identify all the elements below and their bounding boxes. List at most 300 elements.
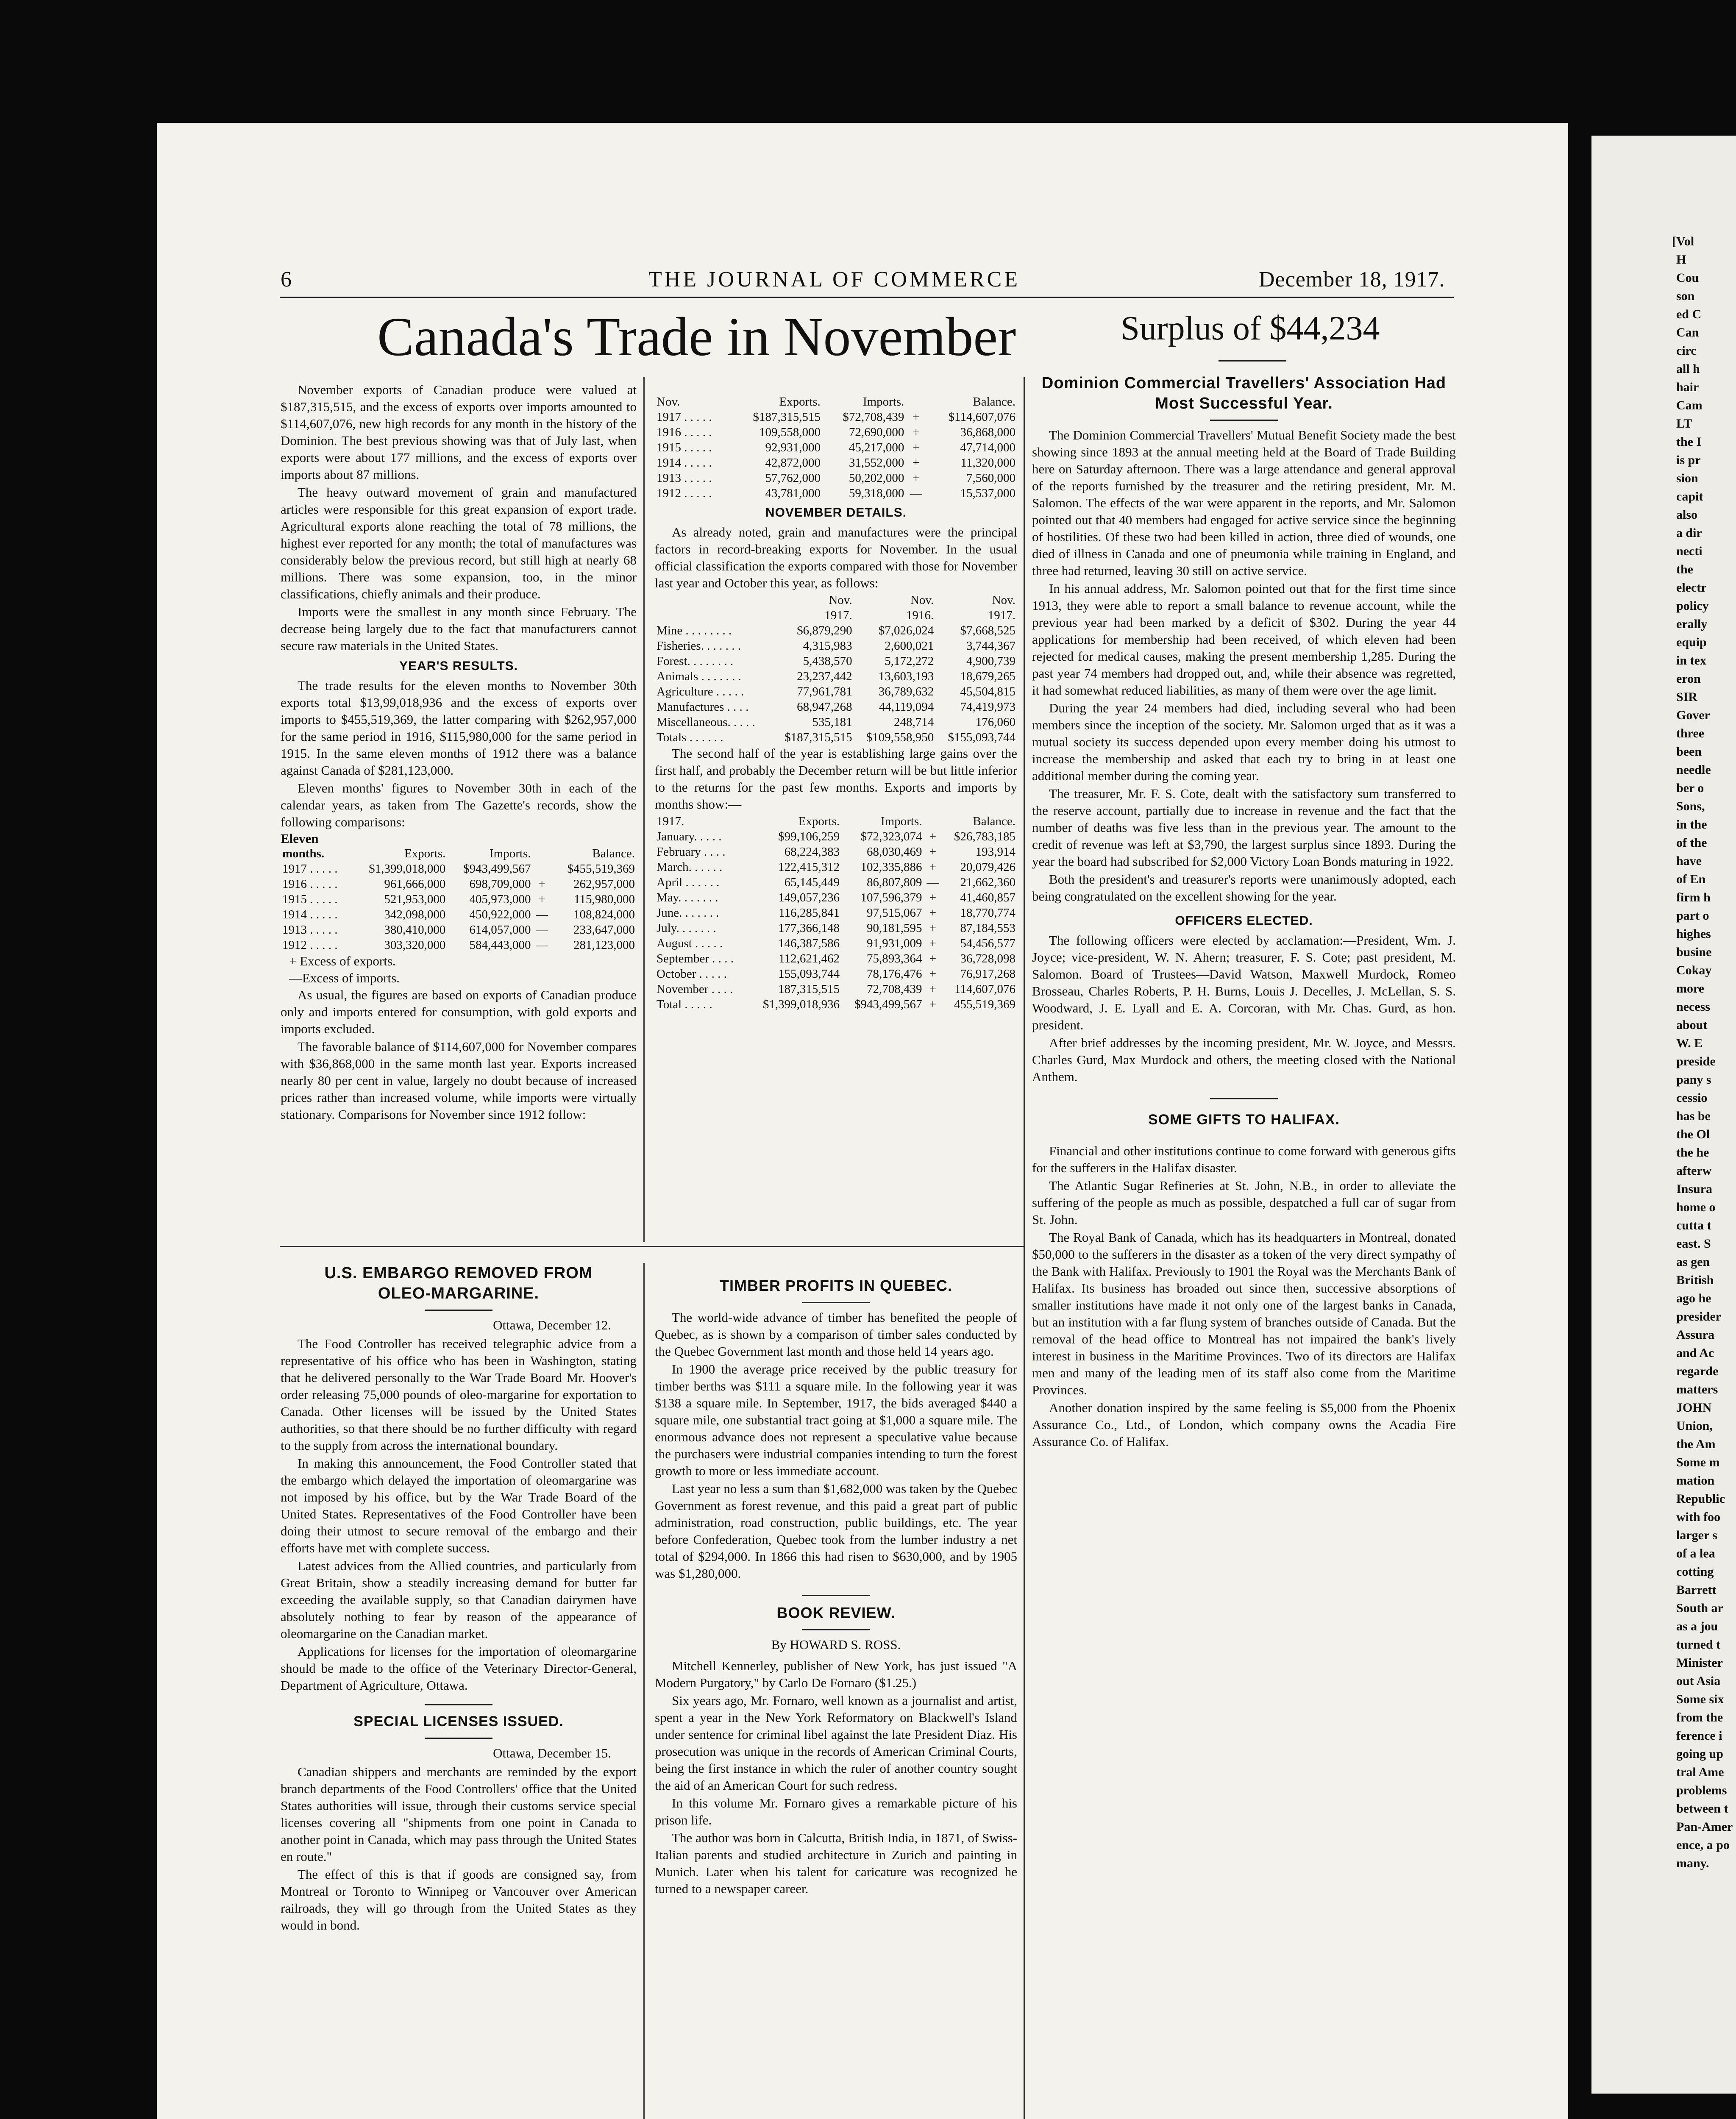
- details-year-2: 1916.: [906, 609, 934, 622]
- adjacent-page-fragment: necess: [1676, 1000, 1710, 1014]
- monthly-row-cell: January. . . . .: [657, 830, 722, 843]
- monthly-row-cell: +: [929, 860, 937, 874]
- adjacent-page-fragment: Can: [1676, 325, 1699, 339]
- monthly-row-cell: 193,914: [975, 845, 1015, 859]
- november-row-cell: 1916 . . . . .: [657, 425, 712, 439]
- adjacent-page-fragment: of the: [1676, 836, 1707, 850]
- details-row: [655, 715, 1017, 730]
- adjacent-page-fragment: part o: [1676, 909, 1709, 923]
- trade-para-2: The heavy outward movement of grain and manufactured articles were responsible for this great expansion of export trade. Agricultural exports alone reaching the total of 78 millions, the highest ever reported for any month; the total of manufactures was considerably below the previous record, but still high at nearly 68 millions. There was some expansion, too, in the minor classifications, chiefly animals and their produce.: [281, 485, 637, 601]
- surplus-para-1: The Dominion Commercial Travellers' Mutual Benefit Society made the best showing since 1893 at the annual meeting held at the Board of Trade Building here on Saturday afternoon. There was a large attendance and general approval of the reports furnished by the treasurer and the retiring president, Mr. M. Salomon. The effects of the war were apparent in the reports, and Mr. Salomon pointed out that 40 members had engaged for active service since the beginning of hostilities. Of these two had been killed in action, three died of wounds, one died of illness in Canada and one of pneumonia while training in England, and three had returned, leaving 30 still on active service.: [1032, 428, 1456, 578]
- adjacent-page-fragment: Sons,: [1676, 799, 1705, 813]
- adjacent-page-fragment: ference i: [1676, 1729, 1722, 1743]
- adjacent-page-fragment: matters: [1676, 1382, 1718, 1396]
- surplus-rule: [1219, 360, 1286, 362]
- eleven-row-cell: —: [536, 938, 548, 952]
- november-table: [655, 394, 1017, 501]
- adjacent-page-fragment: ago he: [1676, 1291, 1711, 1305]
- officers-para-1: The following officers were elected by acclamation:—President, Wm. J. Joyce; vice-president, W. N. Ahern; treasurer, F. S. Cote; past president, M. Salomon. Board of Trustees—David Watson, Maxwell Murdock, Romeo Brosseau, Charles Roberts, P. H. Burns, Louis J. Decelles, J. McLellan, S. S. Woodward, J. E. Lyall and E. A. Corcoran, with Mr. Chas. Gurd, as hon. president.: [1032, 933, 1456, 1032]
- details-col-2: Nov.: [910, 593, 934, 607]
- details-row-cell: 45,504,815: [960, 685, 1015, 698]
- monthly-row: [655, 997, 1017, 1012]
- adjacent-page-fragment: regarde: [1676, 1364, 1719, 1378]
- adjacent-page-fragment: and Ac: [1676, 1346, 1714, 1360]
- details-row-cell: 5,172,272: [885, 654, 934, 668]
- monthly-row-cell: 41,460,857: [960, 891, 1015, 904]
- monthly-row-cell: 91,931,009: [866, 937, 922, 950]
- eleven-row-cell: 405,973,000: [469, 893, 531, 906]
- years-results-heading: YEAR'S RESULTS.: [399, 659, 518, 673]
- eleven-row-cell: 521,953,000: [384, 893, 446, 906]
- monthly-row-cell: 90,181,595: [866, 921, 922, 935]
- monthly-row-cell: 75,893,364: [866, 952, 922, 965]
- adjacent-page-fragment: Union,: [1676, 1419, 1713, 1433]
- november-row-cell: 1917 . . . . .: [657, 410, 712, 424]
- main-headline: Canada's Trade in November: [377, 306, 1016, 367]
- details-row-cell: $6,879,290: [797, 624, 852, 637]
- halifax-para-2: The Atlantic Sugar Refineries at St. John, N.B., in order to alleviate the suffering of the people as much as possible, despatched a full car of sugar from St. John.: [1032, 1178, 1456, 1227]
- eleven-row-cell: 698,709,000: [469, 877, 531, 891]
- eleven-row-cell: 262,957,000: [573, 877, 635, 891]
- monthly-row-cell: 107,596,379: [860, 891, 922, 904]
- licenses-heading: SPECIAL LICENSES ISSUED.: [353, 1713, 564, 1730]
- nov-header-imports: Imports.: [862, 395, 904, 409]
- book-para-4: The author was born in Calcutta, British India, in 1871, of Swiss-Italian parents and studied architecture in Zurich and painting in Munich. Later when his talent for caricature was recognized he turned to a newspaper career.: [655, 1830, 1017, 1896]
- adjacent-page-fragment: of En: [1676, 872, 1706, 886]
- book-para-3: In this volume Mr. Fornaro gives a remarkable picture of his prison life.: [655, 1796, 1017, 1827]
- monthly-table: [655, 814, 1017, 1012]
- eleven-row-cell: 1917 . . . . .: [282, 862, 338, 876]
- eleven-row-cell: 108,824,000: [573, 908, 635, 921]
- note-excess-exports: + Excess of exports.: [289, 954, 396, 968]
- details-row: [655, 623, 1017, 638]
- details-row-cell: 77,961,781: [797, 685, 852, 698]
- monthly-row-cell: $72,323,074: [860, 830, 922, 843]
- november-row-cell: 36,868,000: [960, 425, 1015, 439]
- details-row-cell: Manufactures . . . .: [657, 700, 749, 714]
- adjacent-page-fragment: all h: [1676, 362, 1700, 376]
- adjacent-page-fragment: South ar: [1676, 1601, 1723, 1615]
- eleven-row-cell: 342,098,000: [384, 908, 446, 921]
- note-excess-imports: —Excess of imports.: [289, 971, 400, 985]
- monthly-row-cell: +: [929, 891, 937, 904]
- monthly-row: [655, 829, 1017, 844]
- surplus-column: [1032, 373, 1456, 1451]
- adjacent-page-fragment: have: [1676, 854, 1702, 868]
- eleven-row-cell: —: [536, 923, 548, 937]
- november-row-cell: $187,315,515: [753, 410, 821, 424]
- monthly-row-cell: +: [929, 952, 937, 965]
- november-row-cell: 11,320,000: [960, 456, 1015, 470]
- details-row-cell: $155,093,744: [948, 731, 1015, 744]
- details-row: [655, 653, 1017, 669]
- november-row-cell: 1915 . . . . .: [657, 441, 712, 454]
- adjacent-page-fragment: eron: [1676, 672, 1701, 686]
- adjacent-page-fragment: Cokay: [1676, 963, 1712, 977]
- details-row-cell: $187,315,515: [785, 731, 852, 744]
- adjacent-page-fragment: a dir: [1676, 526, 1702, 540]
- details-row-cell: Fisheries. . . . . . .: [657, 639, 741, 653]
- adjacent-page-fragment: Minister: [1676, 1656, 1723, 1670]
- adjacent-page-fragment: SIR: [1676, 690, 1698, 704]
- adjacent-page-fragment: JOHN: [1676, 1401, 1712, 1415]
- adjacent-page-fragment: the Am: [1676, 1437, 1716, 1451]
- november-row-cell: 92,931,000: [765, 441, 821, 454]
- details-row: [655, 638, 1017, 653]
- monthly-row-cell: September . . . .: [657, 952, 734, 965]
- adjacent-page-fragment: going up: [1676, 1747, 1723, 1761]
- monthly-row-cell: +: [929, 830, 937, 843]
- november-row-cell: 59,318,000: [849, 487, 904, 500]
- embargo-para-3: Latest advices from the Allied countries, and particularly from Great Britain, show a steadily increasing demand for butter far exceeding the available supply, so that Canadian dairymen have absolutely nothing to fear by reason of the appearance of oleomargarine on the Canadian market.: [281, 1558, 637, 1641]
- licenses-rule-top: [425, 1704, 492, 1705]
- monthly-row-cell: 114,607,076: [954, 982, 1015, 996]
- monthly-row-cell: July. . . . . . .: [657, 921, 716, 935]
- adjacent-page-fragment: preside: [1676, 1054, 1716, 1068]
- monthly-row-cell: +: [929, 845, 937, 859]
- surplus-para-4: The treasurer, Mr. F. S. Cote, dealt with the satisfactory sum transferred to the reserve account, partially due to increase in revenue and the fact that the number of deaths was five less than in the previous year. The amount to the credit of revenue was left at $3,790, the largest surplus since 1893. During the year the board had subscribed for $2,000 Victory Loan Bonds maturing in 1922.: [1032, 786, 1456, 869]
- halifax-para-1: Financial and other institutions continue to come forward with generous gifts for the sufferers in the Halifax disaster.: [1032, 1143, 1456, 1175]
- monthly-row-cell: $26,783,185: [954, 830, 1015, 843]
- details-row-cell: Agriculture . . . . .: [657, 685, 744, 698]
- adjacent-page-fragment: sion: [1676, 471, 1698, 485]
- adjacent-page-fragment: Republic: [1676, 1492, 1725, 1506]
- eleven-header-imports: Imports.: [490, 847, 531, 860]
- adjacent-page-fragment: [Vol: [1672, 234, 1694, 248]
- adjacent-page-fragment: afterw: [1676, 1164, 1712, 1178]
- november-row: [655, 440, 1017, 455]
- monthly-row-cell: 68,224,383: [784, 845, 840, 859]
- eleven-row-cell: 614,057,000: [469, 923, 531, 937]
- adjacent-page-fragment: pany s: [1676, 1073, 1711, 1087]
- monthly-row-cell: June. . . . . . .: [657, 906, 719, 920]
- details-row-cell: 36,789,632: [878, 685, 934, 698]
- adjacent-page-fragment: of a lea: [1676, 1546, 1715, 1560]
- november-row: [655, 425, 1017, 440]
- trade-para-1: November exports of Canadian produce were valued at $187,315,515, and the excess of exports over imports amounted to $114,607,076, new high records for any month in the history of the Dominion. The best previous showing was that of July last, when exports were about 177 millions, and the excess of exports over imports about 87 millions.: [281, 382, 637, 482]
- lower-column-1: [281, 1263, 637, 1935]
- closing-para-2: The favorable balance of $114,607,000 for November compares with $36,868,000 in the same month last year. Exports increased nearly 80 per cent in value, largely no doubt because of increased prices rather than increased volume, while imports were virtually stationary. Comparisons for November since 1912 follow:: [281, 1039, 637, 1122]
- monthly-row: [655, 890, 1017, 905]
- adjacent-page-fragment: more: [1676, 982, 1705, 996]
- nov-header-exports: Exports.: [779, 395, 821, 409]
- monthly-row-cell: 146,387,586: [778, 937, 840, 950]
- eleven-row-cell: 380,410,000: [384, 923, 446, 937]
- monthly-row-cell: 149,057,236: [778, 891, 840, 904]
- monthly-row-cell: October . . . . .: [657, 967, 727, 981]
- monthly-header-exports: Exports.: [798, 815, 840, 828]
- adjacent-page-fragment: hair: [1676, 380, 1699, 394]
- november-row: [655, 470, 1017, 486]
- november-details-heading: NOVEMBER DETAILS.: [765, 506, 907, 520]
- eleven-label: Eleven: [281, 831, 319, 846]
- embargo-dateline: Ottawa, December 12.: [493, 1318, 611, 1332]
- monthly-row-cell: 68,030,469: [866, 845, 922, 859]
- monthly-row: [655, 936, 1017, 951]
- eleven-row-cell: 281,123,000: [573, 938, 635, 952]
- eleven-row-cell: 1916 . . . . .: [282, 877, 338, 891]
- adjacent-page-fragment: between t: [1676, 1802, 1728, 1816]
- adjacent-page-fragment: about: [1676, 1018, 1708, 1032]
- eleven-row-cell: +: [538, 893, 545, 906]
- adjacent-page-fragment: problems: [1676, 1783, 1727, 1797]
- details-row-cell: 74,419,973: [960, 700, 1015, 714]
- adjacent-page-fragment: turned t: [1676, 1638, 1721, 1652]
- november-row-cell: 57,762,000: [765, 471, 821, 485]
- adjacent-page-fragment: in the: [1676, 818, 1707, 831]
- surplus-para-3: During the year 24 members had died, including several who had been members since the inception of the society. Mr. Salomon urged that as it was a mutual society its success depended upon every member doing his utmost to increase the membership and asked that each try to bring in at least one additional member during the coming year.: [1032, 701, 1456, 783]
- november-row-cell: $72,708,439: [843, 410, 904, 424]
- timber-heading: TIMBER PROFITS IN QUEBEC.: [719, 1277, 953, 1294]
- adjacent-page-fragment: ence, a po: [1676, 1838, 1730, 1852]
- book-review-heading: BOOK REVIEW.: [776, 1604, 896, 1621]
- embargo-para-4: Applications for licenses for the importation of oleomargarine should be made to the office of the Veterinary Director-General, Department of Agriculture, Ottawa.: [281, 1644, 637, 1693]
- nov-header-nov: Nov.: [657, 395, 680, 409]
- eleven-row-cell: 961,666,000: [384, 877, 446, 891]
- eleven-row: [281, 876, 637, 892]
- monthly-row-cell: 78,176,476: [866, 967, 922, 981]
- monthly-row-cell: 177,366,148: [778, 921, 840, 935]
- monthly-row-cell: 54,456,577: [960, 937, 1015, 950]
- adjacent-page-fragment: ber o: [1676, 781, 1704, 795]
- details-row-cell: 4,900,739: [966, 654, 1015, 668]
- details-col-1: Nov.: [829, 593, 852, 607]
- licenses-rule: [425, 1738, 492, 1739]
- details-row-cell: Totals . . . . . .: [657, 731, 723, 744]
- lower-column-2: [655, 1276, 1017, 1898]
- details-row-cell: 248,714: [894, 715, 934, 729]
- monthly-row-cell: 18,770,774: [960, 906, 1015, 920]
- adjacent-page-fragment: in tex: [1676, 653, 1706, 667]
- details-row-cell: $109,558,950: [866, 731, 934, 744]
- eleven-row-cell: 1912 . . . . .: [282, 938, 338, 952]
- monthly-row-cell: +: [929, 921, 937, 935]
- licenses-dateline: Ottawa, December 15.: [493, 1746, 611, 1760]
- timber-para-2: In 1900 the average price received by the public treasury for timber berths was $111 a square mile. In the following year it was $138 a square mile. In September, 1917, the bids averaged $440 a square mile, one substantial tract going at $1,000 a square mile. The enormous advance does not represent a speculative value because the purchasers were industrial companies intending to turn the forest growth to more or less immediate account.: [655, 1362, 1017, 1478]
- eleven-row-cell: 303,320,000: [384, 938, 446, 952]
- monthly-row-cell: 72,708,439: [866, 982, 922, 996]
- book-para-1: Mitchell Kennerley, publisher of New York, has just issued "A Modern Purgatory," by Carlo De Fornaro ($1.25.): [655, 1658, 1017, 1690]
- november-row-cell: 45,217,000: [849, 441, 904, 454]
- column-rule-1: [643, 377, 645, 1242]
- details-row-cell: Mine . . . . . . . .: [657, 624, 732, 637]
- adjacent-page-fragment: erally: [1676, 617, 1708, 631]
- surplus-para-2: In his annual address, Mr. Salomon pointed out that for the first time since 1913, they were able to report a small balance to revenue account, while the previous year had been marked by a deficit of $302. During the year 44 applications for membership had been received, of which eleven had been rejected for medical causes, making the present membership 1,285. During the past year 74 members had dropped out, and, while their absence was regretted, it had somewhat reduced liabilities, as many of them were over the age limit.: [1032, 581, 1456, 698]
- second-half-para: The second half of the year is establishing large gains over the first half, and probably the December return will be but little inferior to the returns for the past few months. Exports and imports by months show:—: [655, 746, 1017, 812]
- monthly-header-balance: Balance.: [973, 815, 1015, 828]
- november-row-cell: 47,714,000: [960, 441, 1015, 454]
- november-row: [655, 455, 1017, 470]
- eleven-row: [281, 892, 637, 907]
- officers-para-2: After brief addresses by the incoming president, Mr. W. Joyce, and Messrs. Charles Gurd, Max Murdock and others, the meeting closed with the National Anthem.: [1032, 1035, 1456, 1084]
- details-row-cell: Miscellaneous. . . . .: [657, 715, 755, 729]
- adjacent-page-fragment: Some six: [1676, 1692, 1724, 1706]
- monthly-row-cell: 86,807,809: [866, 876, 922, 889]
- closing-para-1: As usual, the figures are based on exports of Canadian produce only and imports entered for consumption, with gold exports and imports excluded.: [281, 987, 637, 1036]
- november-row-cell: —: [910, 487, 922, 500]
- monthly-row-cell: $1,399,018,936: [762, 998, 840, 1011]
- monthly-row: [655, 982, 1017, 997]
- november-row-cell: 72,690,000: [849, 425, 904, 439]
- details-row: [655, 699, 1017, 715]
- adjacent-page-fragment: the he: [1676, 1146, 1709, 1160]
- eleven-row-cell: $1,399,018,000: [369, 862, 446, 876]
- adjacent-page-fragment: equip: [1676, 635, 1707, 649]
- adjacent-page-fragment: also: [1676, 508, 1698, 522]
- november-row-cell: 50,202,000: [849, 471, 904, 485]
- adjacent-page-fragment: capit: [1676, 489, 1703, 503]
- monthly-row-cell: —: [926, 876, 939, 889]
- details-row: [655, 730, 1017, 745]
- embargo-para-1: The Food Controller has received telegraphic advice from a representative of his office who has been in Washington, stating that he delivered personally to the War Trade Board Mr. Hoover's order releasing 75,000 pounds of oleo-margarine for exportation to Canada. Other licenses will be issued by the United States authorities, so that there should be no further difficulty with regard to the supply from across the international boundary.: [281, 1336, 637, 1453]
- details-row-cell: 18,679,265: [960, 670, 1015, 683]
- details-year-1: 1917.: [824, 609, 852, 622]
- november-row-cell: 43,781,000: [765, 487, 821, 500]
- halifax-para-4: Another donation inspired by the same feeling is $5,000 from the Phoenix Assurance Co., Ltd., of London, which company owns the Acadia Fire Assurance Co. of Halifax.: [1032, 1400, 1456, 1449]
- details-row-cell: 44,119,094: [879, 700, 934, 714]
- adjacent-page-fragment: H: [1676, 253, 1686, 267]
- eleven-row-cell: 1913 . . . . .: [282, 923, 338, 937]
- monthly-header-year: 1917.: [657, 815, 684, 828]
- monthly-row-cell: +: [929, 998, 937, 1011]
- november-row-cell: 7,560,000: [966, 471, 1015, 485]
- adjacent-page-fragment: many.: [1676, 1856, 1709, 1870]
- adjacent-page-fragment: Barrett: [1676, 1583, 1717, 1597]
- adjacent-page-fragment: circ: [1676, 344, 1697, 358]
- monthly-row-cell: Total . . . . .: [657, 998, 712, 1011]
- adjacent-page-fragment: cotting: [1676, 1565, 1714, 1579]
- november-row: [655, 486, 1017, 501]
- eleven-header-balance: Balance.: [592, 847, 635, 860]
- monthly-row: [655, 859, 1017, 875]
- timber-para-1: The world-wide advance of timber has benefited the people of Quebec, as is shown by a comparison of timber sales conducted by the Quebec Government last month and those held 14 years ago.: [655, 1310, 1017, 1359]
- column-rule-3: [643, 1263, 645, 2119]
- november-row-cell: 1912 . . . . .: [657, 487, 712, 500]
- november-row-cell: +: [913, 425, 920, 439]
- adjacent-page-fragment: busine: [1676, 945, 1712, 959]
- adjacent-page-fragment: with foo: [1676, 1510, 1721, 1524]
- details-row-cell: Forest. . . . . . . .: [657, 654, 734, 668]
- november-details-para: As already noted, grain and manufactures were the principal factors in record-breaking exports for November. In the usual official classification the exports compared with those for November last year and October this year, as follows:: [655, 525, 1017, 590]
- monthly-row: [655, 875, 1017, 890]
- adjacent-page-fragment: tral Ame: [1676, 1765, 1724, 1779]
- nov-header-balance: Balance.: [973, 395, 1015, 409]
- monthly-row-cell: March. . . . . .: [657, 860, 723, 874]
- adjacent-page-fragment: Cou: [1676, 271, 1699, 285]
- monthly-row-cell: 36,728,098: [960, 952, 1015, 965]
- years-results-para-1: The trade results for the eleven months to November 30th exports total $13,99,018,936 and the excess of exports over imports to $455,519,369, the latter comparing with $262,957,000 for the same period in 1916, $115,980,000 for the same period in 1915. In the same eleven months of 1912 there was a balance against Canada of $281,123,000.: [281, 678, 637, 778]
- adjacent-page-fragment: electr: [1676, 581, 1707, 595]
- adjacent-page-fragment: the: [1676, 562, 1693, 576]
- eleven-row: [281, 907, 637, 922]
- monthly-row: [655, 905, 1017, 920]
- page-number: 6: [281, 267, 294, 292]
- book-para-2: Six years ago, Mr. Fornaro, well known as a journalist and artist, spent a year in the New York Reformatory on Blackwell's Island under sentence for criminal libel against the late President Diaz. His prosecution was unique in the records of American Criminal Courts, being the first instance in which the ruler of another country sought the aid of an American Court for such redress.: [655, 1693, 1017, 1793]
- eleven-row-cell: $455,519,369: [567, 862, 635, 876]
- adjacent-page-fragment: mation: [1676, 1474, 1714, 1488]
- adjacent-page-fragment: has be: [1676, 1109, 1711, 1123]
- adjacent-page-fragment: cessio: [1676, 1091, 1708, 1105]
- monthly-row-cell: +: [929, 967, 937, 981]
- monthly-row-cell: +: [929, 906, 937, 920]
- monthly-row-cell: February . . . .: [657, 845, 726, 859]
- eleven-header-months: months.: [282, 847, 325, 860]
- embargo-rule: [425, 1310, 492, 1311]
- eleven-row-cell: +: [538, 877, 545, 891]
- book-review-byline: By HOWARD S. ROSS.: [771, 1637, 901, 1652]
- adjacent-page-fragment: necti: [1676, 544, 1703, 558]
- november-row-cell: +: [913, 456, 920, 470]
- november-row-cell: 109,558,000: [759, 425, 821, 439]
- adjacent-page-fragment: as a jou: [1676, 1619, 1718, 1633]
- adjacent-page-fragment: Gover: [1676, 708, 1710, 722]
- adjacent-page-fragment: cutta t: [1676, 1218, 1711, 1232]
- column-rule-2: [1024, 377, 1025, 2119]
- eleven-row-cell: 233,647,000: [573, 923, 635, 937]
- years-results-para-2: Eleven months' figures to November 30th in each of the calendar years, as taken from The Gazette's records, show the following comparisons:: [281, 781, 637, 829]
- adjacent-page-fragment: as gen: [1676, 1255, 1710, 1269]
- monthly-row: [655, 920, 1017, 936]
- adjacent-page-fragment: policy: [1676, 599, 1709, 613]
- embargo-para-2: In making this announcement, the Food Controller stated that the embargo which delayed the importation of oleomargarine was not imposed by his office, but by the War Trade Board of the United States. Representatives of the Food Controller have been doing their utmost to secure removal of the embargo and their efforts have met with complete success.: [281, 1456, 637, 1555]
- eleven-header-exports: Exports.: [404, 847, 446, 860]
- details-row: [655, 684, 1017, 699]
- eleven-row: [281, 922, 637, 937]
- officers-heading: OFFICERS ELECTED.: [1175, 914, 1313, 928]
- november-row-cell: +: [913, 410, 920, 424]
- timber-para-3: Last year no less a sum than $1,682,000 was taken by the Quebec Government as forest revenue, and this paid a great part of public administration, road construction, public buildings, etc. The year before Confederation, Quebec took from the lumber industry a net total of $294,000. In 1866 this had risen to $630,000, and by 1905 was $1,280,000.: [655, 1481, 1017, 1581]
- eleven-row-cell: 1914 . . . . .: [282, 908, 338, 921]
- november-row-cell: $114,607,076: [948, 410, 1015, 424]
- eleven-row-cell: [532, 861, 551, 876]
- officers-rule: [1210, 1098, 1278, 1099]
- details-row-cell: 3,744,367: [966, 639, 1015, 653]
- monthly-row: [655, 844, 1017, 859]
- adjacent-page-fragment: highes: [1676, 927, 1711, 941]
- adjacent-page-fragment: firm h: [1676, 890, 1711, 904]
- november-row-cell: +: [913, 441, 920, 454]
- details-year-3: 1917.: [988, 609, 1015, 622]
- details-row-cell: 68,947,268: [797, 700, 852, 714]
- issue-date: December 18, 1917.: [1259, 267, 1445, 292]
- details-row-cell: 535,181: [812, 715, 852, 729]
- eleven-row-cell: 1915 . . . . .: [282, 893, 338, 906]
- adjacent-page-fragment: needle: [1676, 763, 1711, 777]
- monthly-row-cell: 155,093,744: [778, 967, 840, 981]
- halifax-heading: SOME GIFTS TO HALIFAX.: [1148, 1112, 1340, 1128]
- trade-column-2: [655, 394, 1017, 1012]
- section-rule: [280, 1246, 1024, 1247]
- monthly-row-cell: +: [929, 937, 937, 950]
- adjacent-page-fragment: from the: [1676, 1710, 1723, 1724]
- monthly-row-cell: November . . . .: [657, 982, 733, 996]
- november-row-cell: 1913 . . . . .: [657, 471, 712, 485]
- details-row-cell: Animals . . . . . . .: [657, 670, 741, 683]
- monthly-row: [655, 966, 1017, 982]
- monthly-row-cell: August . . . . .: [657, 937, 723, 950]
- eleven-row: [281, 861, 637, 876]
- adjacent-page-fragment: LT: [1676, 417, 1692, 431]
- adjacent-page-fragment: Assura: [1676, 1328, 1715, 1342]
- eleven-row-cell: 584,443,000: [469, 938, 531, 952]
- halifax-para-3: The Royal Bank of Canada, which has its headquarters in Montreal, donated $50,000 to the sufferers in the disaster as a token of the very direct sympathy of the Bank with Halifax. Previously to 1901 the Royal was the Merchants Bank of Halifax. Its business has broaded out since then, successive absorptions of smaller institutions have made it not only one of the largest banks in Canada, but an institution with a far flung system of branches outside of Canada. But the removal of the head office to Montreal has not impaired the bank's lively interest in business in the Maritime Provinces. Two of its directors are Halifax men and many of the leading men of its staff also come from the Maritime Provinces.: [1032, 1230, 1456, 1397]
- book-review-rule: [802, 1629, 870, 1630]
- adjacent-page-fragment: the Ol: [1676, 1127, 1710, 1141]
- monthly-row-cell: $943,499,567: [854, 998, 922, 1011]
- adjacent-page-fragment: Pan-Amer: [1676, 1820, 1733, 1834]
- monthly-row-cell: 112,621,462: [779, 952, 840, 965]
- adjacent-page-fragment: Cam: [1676, 398, 1703, 412]
